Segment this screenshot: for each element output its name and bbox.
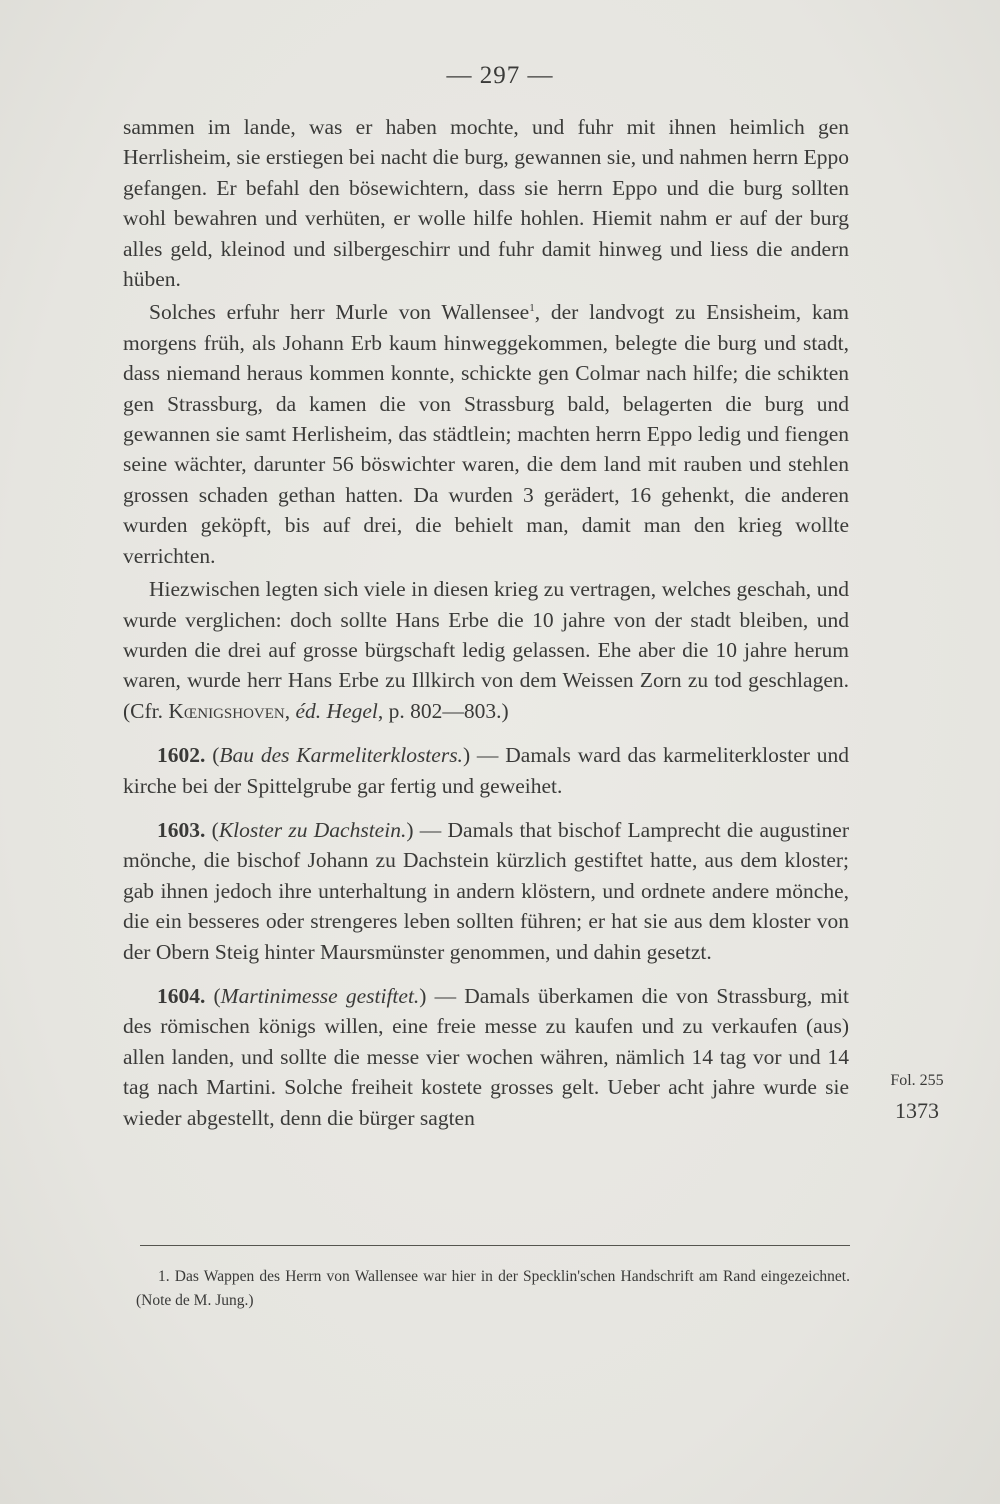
- paragraph-text: Solches erfuhr herr Murle von Wallensee: [149, 300, 530, 325]
- entry-title: Bau des Karmeliterklosters.: [219, 743, 463, 768]
- paragraph-text: ,: [284, 698, 296, 723]
- chronicle-entry: [123, 981, 849, 1133]
- entry-text: ) — Damals that bischof Lamprecht die augustiner mönche, die bischof Johann zu Dachstein kürzlich gestiftet hatte, aus dem kloster; gab ihnen jedoch ihre unterhaltung in andern klöstern, und ordnete andere mönche, die ein besseres oder strengeres leben sollten führen; er hat sie aus dem kloster von der Obern Steig hinter Maursmünster genommen, und dahin gesetzt.: [123, 817, 849, 964]
- margin-year-note: 1373: [895, 1098, 939, 1123]
- footnote-text: Das Wappen des Herrn von Wallensee war hier in der Specklin'schen Handschrift am Rand eingezeichnet. (Note de M. Jung.): [136, 1268, 850, 1309]
- entry-year: 1603.: [157, 817, 206, 842]
- footnote-divider: [140, 1245, 850, 1246]
- paragraph-wallensee: [123, 297, 849, 571]
- entry-title: Martinimesse gestiftet.: [220, 983, 420, 1008]
- entry-punct: (: [205, 817, 219, 842]
- cited-edition: éd. Hegel: [295, 698, 378, 723]
- entry-year: 1604.: [157, 983, 206, 1008]
- paragraph-text: , p. 802—803.): [377, 698, 509, 723]
- footnote: [136, 1265, 850, 1313]
- paragraph-text: Hiezwischen legten sich viele in diesen krieg zu vertragen, welches geschah, und wurde verglichen: doch sollte Hans Erbe die 10 jahre von der stadt bleiben, und wurden die drei auf grosse bürgschaft ledig gelassen. Ehe aber die 10 jahre herum waren, wurde herr Hans Erbe zu Illkirch von dem Weissen Zorn zu tod geschlagen. (Cfr.: [123, 577, 849, 723]
- page-number: — 297 —: [446, 62, 554, 89]
- paragraph-settlement: [123, 574, 849, 726]
- cited-author: Kœnigshoven: [168, 698, 285, 723]
- footnote-reference: 1: [529, 302, 535, 315]
- entry-year: 1602.: [157, 743, 206, 768]
- margin-folio-note: Fol. 255: [890, 1072, 944, 1089]
- footnote-number: 1.: [158, 1268, 170, 1285]
- footnote-body: [136, 1265, 850, 1313]
- chronicle-entry: [123, 740, 849, 801]
- entry-punct: (: [205, 743, 220, 768]
- main-text: [123, 112, 849, 1133]
- paragraph-continuation: sammen im lande, was er haben mochte, und fuhr mit ihnen heimlich gen Herrlisheim, sie erstiegen bei nacht die burg, gewannen sie, und nahmen herrn Eppo gefangen. Er befahl den bösewichtern, dass sie herrn Eppo und die burg sollten wohl bewahren und verhüten, er wolle hilfe hohlen. Hiemit nahm er auf der burg alles geld, kleinod und silbergeschirr und fuhr damit hinweg und liess die andern hüben.: [123, 115, 849, 292]
- chronicle-entry: [123, 815, 849, 967]
- entry-text: ) — Damals ward das karmeliterkloster und kirche bei der Spittelgrube gar fertig und geweihet.: [123, 743, 849, 798]
- entry-text: ) — Damals überkamen die von Strassburg, mit des römischen königs willen, eine freie messe zu kaufen und zu verkaufen (aus) allen landen, und sollte die messe vier wochen währen, nämlich 14 tag vor und 14 tag nach Martini. Solche freiheit kostete grosses gelt. Ueber acht jahre wurde sie wieder abgestellt, denn die bürger sagten: [123, 983, 849, 1130]
- entry-punct: (: [205, 983, 221, 1008]
- entry-title: Kloster zu Dachstein.: [218, 817, 407, 842]
- paragraph-text: , der landvogt zu Ensisheim, kam morgens früh, als Johann Erb kaum hinweggekommen, belegte die burg und stadt, dass niemand heraus kommen konnte, schickte gen Colmar nach hilfe; die schikten gen Strassburg, da kamen die von Strassburg bald, belagerten die burg und gewannen sie samt Herlisheim, das städtlein; machten herrn Eppo ledig und fiengen seine wächter, darunter 56 böswichter waren, die dem land mit rauben und stehlen grossen schaden gethan hatten. Da wurden 3 gerädert, 16 gehenkt, die anderen wurden geköpft, bis auf drei, die behielt man, damit man den krieg wollte verrichten.: [123, 300, 849, 568]
